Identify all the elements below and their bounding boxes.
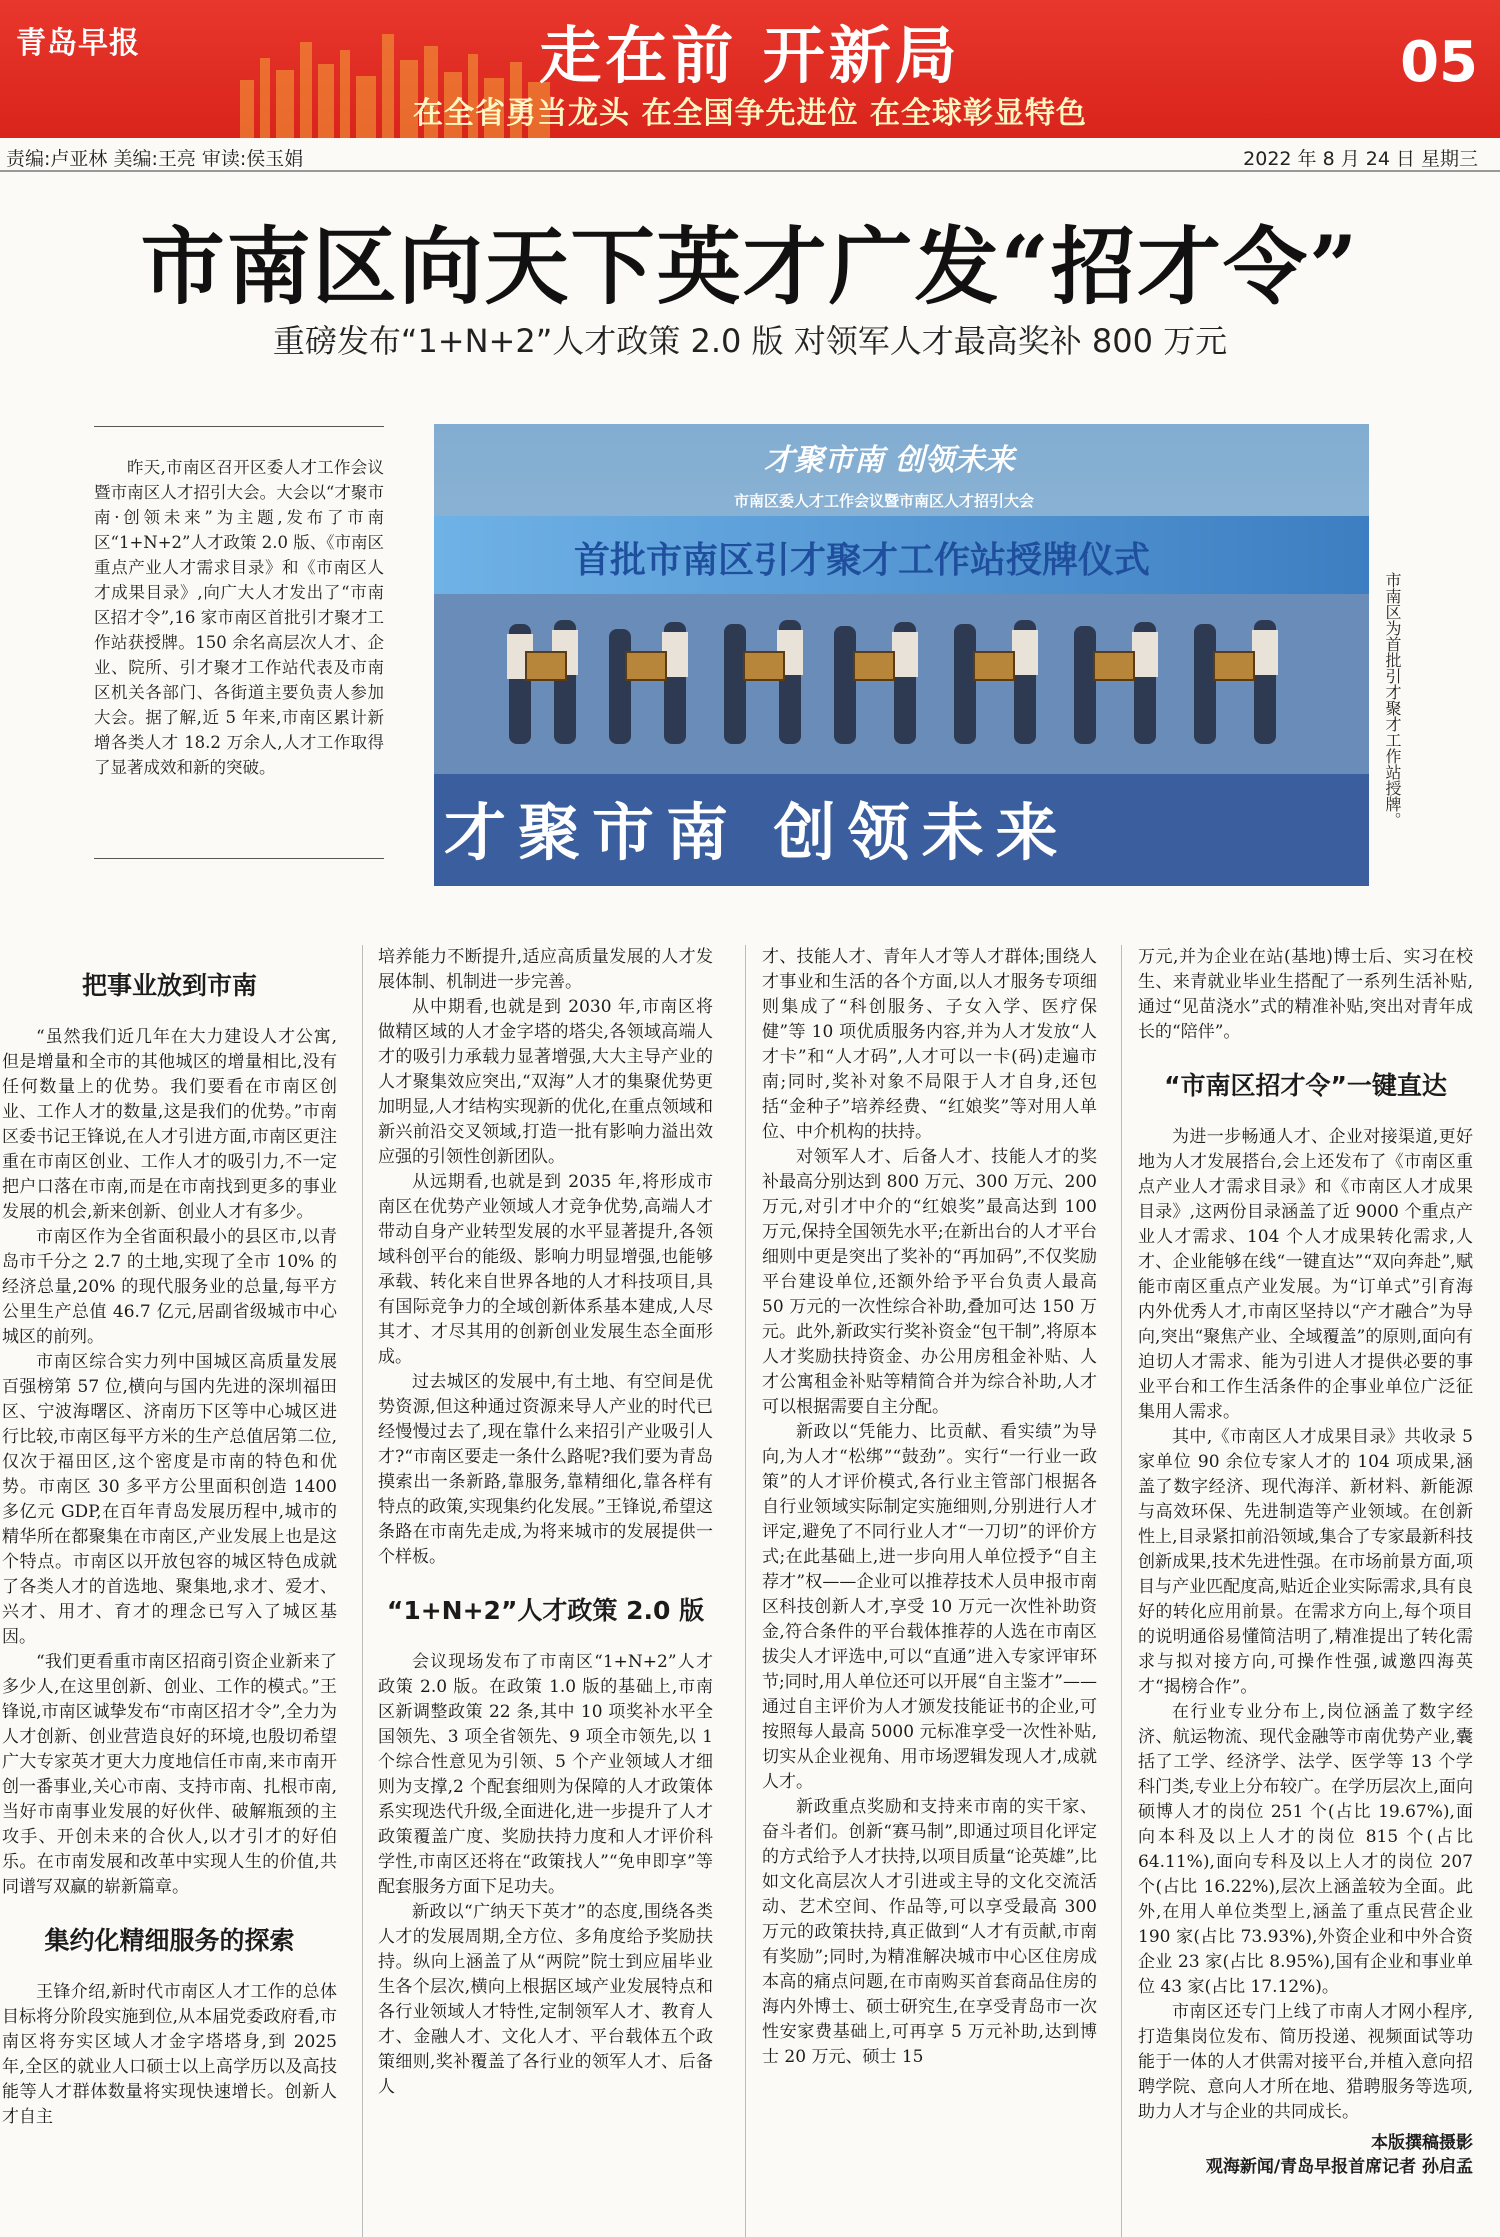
body-column-2 (378, 945, 713, 2100)
byline-line-1: 本版撰稿摄影 (1371, 2133, 1473, 2153)
photo-caption: 市南区为首批引才聚才工作站授牌。 (1383, 572, 1402, 828)
issue-date: 2022 年 8 月 24 日 星期三 (1243, 148, 1478, 170)
article-intro: 昨天,市南区召开区委人才工作会议暨市南区人才招引大会。大会以“才聚市南·创领未来”为主题,发布了市南区“1+N+2”人才政策 2.0 版、《市南区重点产业人才需求目录》和《市南区人才成果目录》,向广大人才发出了“市南区招才令”,16 家市南区首批引才聚才工作站获授牌。150 余名高层次人才、企业、院所、引才聚才工作站代表及市南区机关各部门、各街道主要负责人参加大会。据了解,近 5 年来,市南区累计新增各类人才 18.2 万余人,人才工作取得了显著成效和新的突破。 (94, 426, 384, 780)
paragraph: 万元,并为企业在站(基地)博士后、实习在校生、来青就业毕业生搭配了一系列生活补贴,通过“见苗浇水”式的精准补贴,突出对青年成长的“陪伴”。 (1138, 947, 1473, 1042)
section-heading: 把事业放到市南 (81, 971, 257, 1000)
column-divider (1121, 945, 1122, 2237)
body-column-3 (762, 945, 1097, 2070)
photo-stage-text: 才聚市南 创领未来 (444, 796, 1070, 869)
paragraph: 新政以“广纳天下英才”的态度,围绕各类人才的发展周期,全方位、多角度给予奖励扶持。纵向上涵盖了从“两院”院士到应届毕业生各个层次,横向上根据区域产业发展特点和各行业领域人才特性,定制领军人才、教育人才、金融人才、文化人才、平台载体五个政策细则,奖补覆盖了各行业的领军人才、后备人 (378, 1902, 713, 2097)
section-heading: 集约化精细服务的探索 (44, 1926, 295, 1955)
paragraph: “虽然我们近几年在大力建设人才公寓,但是增量和全市的其他城区的增量相比,没有任何数量上的优势。我们要看在市南区创业、工作人才的数量,这是我们的优势。”市南区委书记王锋说,在人才引进方面,市南区更注重在市南区创业、工作人才的吸引力,不一定把户口落在市南,而是在市南找到更多的事业发展的机会,新来创新、创业人才有多少。 (2, 1027, 337, 1222)
paragraph: 市南区还专门上线了市南人才网小程序,打造集岗位发布、简历投递、视频面试等功能于一体的人才供需对接平台,并植入意向招聘学院、意向人才所在地、猎聘服务等选项,助力人才与企业的共同成长。 (1138, 2002, 1473, 2122)
paragraph: 市南区作为全省面积最小的县区市,以青岛市千分之 2.7 的土地,实现了全市 10% 的经济总量,20% 的现代服务业的总量,每平方公里生产总值 46.7 亿元,居副省级城市中心城区的前列。 (2, 1227, 337, 1347)
newspaper-logo: 青岛早报 (16, 26, 140, 61)
page-number: 05 (1400, 30, 1478, 95)
editor-credits: 责编:卢亚林 美编:王亮 审读:侯玉娟 (6, 148, 304, 170)
event-photo (434, 424, 1369, 886)
byline-line-2: 观海新闻/青岛早报首席记者 孙启孟 (1205, 2157, 1473, 2177)
paragraph: 王锋介绍,新时代市南区人才工作的总体目标将分阶段实施到位,从本届党委政府看,市南区将夯实区域人才金字塔塔身,到 2025 年,全区的就业人口硕士以上高学历以及高技能等人才群体数量将实现快速增长。创新人才自主 (2, 1982, 337, 2127)
byline (1138, 2131, 1473, 2179)
paragraph: 过去城区的发展中,有土地、有空间是优势资源,但这种通过资源来导人产业的时代已经慢慢过去了,现在靠什么来招引产业吸引人才?“市南区要走一条什么路呢?我们要为青岛摸索出一条新路,靠服务,靠精细化,靠各样有特点的政策,实现集约化发展。”王锋说,希望这条路在市南先走成,为将来城市的发展提供一个样板。 (378, 1372, 713, 1567)
header-rule (0, 170, 1500, 172)
column-divider (362, 945, 363, 2237)
article-body (0, 945, 1500, 2237)
body-column-4 (1138, 945, 1473, 2179)
intro-divider (94, 858, 384, 859)
article-subtitle: 重磅发布“1+N+2”人才政策 2.0 版 对领军人才最高奖补 800 万元 (272, 322, 1228, 360)
section-heading: “市南区招才令”一键直达 (1164, 1071, 1447, 1100)
photo-banner-sub: 市南区委人才工作会议暨市南区人才招引大会 (734, 492, 1035, 510)
paragraph: 其中,《市南区人才成果目录》共收录 5 家单位 90 余位专家人才的 104 项成果,涵盖了数字经济、现代海洋、新材料、新能源与高效环保、先进制造等产业领域。在创新性上,目录紧扣前沿领域,集合了专家最新科技创新成果,技术先进性强。在市场前景方面,项目与产业匹配度高,贴近企业实际需求,具有良好的转化应用前景。在需求方向上,每个项目的说明通俗易懂简洁明了,精准提出了转化需求与拟对接方向,可操作性强,诚邀四海英才“揭榜合作”。 (1138, 1427, 1473, 1697)
column-divider (745, 945, 746, 2237)
masthead-headline: 走在前 开新局 (539, 19, 961, 92)
paragraph: 会议现场发布了市南区“1+N+2”人才政策 2.0 版。在政策 1.0 版的基础上,市南区新调整政策 22 条,其中 10 项奖补水平全国领先、3 项全省领先、9 项全市领先,以 1 个综合性意见为引领、5 个产业领域人才细则为支撑,2 个配套细则为保障的人才政策体系实现迭代升级,全面进化,进一步提升了人才政策覆盖广度、奖励扶持力度和人才评价科学性,市南区还将在“政策找人”“免申即享”等配套服务方面下足功夫。 (378, 1652, 713, 1897)
paragraph: 新政重点奖励和支持来市南的实干家、奋斗者们。创新“赛马制”,即通过项目化评定的方式给予人才扶持,以项目质量“论英雄”,比如文化高层次人才引进或主导的文化交流活动、艺术空间、作品等,可以享受最高 300 万元的政策扶持,真正做到“人才有贡献,市南有奖励”;同时,为精准解决城市中心区住房成本高的痛点问题,在市南购买首套商品住房的海内外博士、硕士研究生,在享受青岛市一次性安家费基础上,可再享 5 万元补助,达到博士 20 万元、硕士 15 (762, 1797, 1097, 2067)
masthead-subheadline: 在全省勇当龙头 在全国争先进位 在全球彰显特色 (413, 96, 1087, 131)
paragraph: 对领军人才、后备人才、技能人才的奖补最高分别达到 800 万元、300 万元、200 万元,对引才中介的“红娘奖”最高达到 100 万元,保持全国领先水平;在新出台的人才平台细则中更是突出了奖补的“再加码”,不仅奖励平台建设单位,还额外给予平台负责人最高 50 万元的一次性综合补助,叠加可达 150 万元。此外,新政实行奖补资金“包干制”,将原本人才奖励扶持资金、办公用房租金补贴、人才公寓租金补贴等精简合并为综合补助,人才可以根据需要自主分配。 (762, 1147, 1097, 1417)
photo-screen-text: 首批市南区引才聚才工作站授牌仪式 (574, 540, 1151, 581)
paragraph: 新政以“凭能力、比贡献、看实绩”为导向,为人才“松绑”“鼓劲”。实行“一行业一政策”的人才评价模式,各行业主管部门根据各自行业领域实际制定实施细则,分别进行人才评定,避免了不同行业人才“一刀切”的评价方式;在此基础上,进一步向用人单位授予“自主荐才”权——企业可以推荐技术人员申报市南区科技创新人才,享受 10 万元一次性补助资金,符合条件的平台载体推荐的人选在市南区拔尖人才评选中,可以“直通”进入专家评审环节;同时,用人单位还可以开展“自主鉴才”——通过自主评价为人才颁发技能证书的企业,可按照每人最高 5000 元标准享受一次性补贴,切实从企业视角、用市场逻辑发现人才,成就人才。 (762, 1422, 1097, 1792)
paragraph: 培养能力不断提升,适应高质量发展的人才发展体制、机制进一步完善。 (378, 947, 713, 992)
paragraph: 从中期看,也就是到 2030 年,市南区将做精区域的人才金字塔的塔尖,各领域高端人才的吸引力承载力显著增强,大大主导产业的人才聚集效应突出,“双海”人才的集聚优势更加明显,人才结构实现新的优化,在重点领域和新兴前沿交叉领域,打造一批有影响力溢出效应强的引领性创新团队。 (378, 997, 713, 1167)
body-column-1 (2, 945, 337, 2130)
paragraph: 在行业专业分布上,岗位涵盖了数字经济、航运物流、现代金融等市南优势产业,囊括了工学、经济学、法学、医学等 13 个学科门类,专业上分布较广。在学历层次上,面向硕博人才的岗位 251 个(占比 19.67%),面向本科及以上人才的岗位 815 个(占比 64.11%),面向专科及以上人才的岗位 207 个(占比 16.22%),层次上涵盖较为全面。此外,在用人单位类型上,涵盖了重点民营企业 190 家(占比 73.93%),外资企业和中外合资企业 23 家(占比 8.95%),国有企业和事业单位 43 家(占比 17.12%)。 (1138, 1702, 1473, 1997)
paragraph: 才、技能人才、青年人才等人才群体;围绕人才事业和生活的各个方面,以人才服务专项细则集成了“科创服务、子女入学、医疗保健”等 10 项优质服务内容,并为人才发放“人才卡”和“人才码”,人才可以一卡(码)走遍市南;同时,奖补对象不局限于人才自身,还包括“金种子”培养经费、“红娘奖”等对用人单位、中介机构的扶持。 (762, 947, 1097, 1142)
paragraph: 为进一步畅通人才、企业对接渠道,更好地为人才发展搭台,会上还发布了《市南区重点产业人才需求目录》和《市南区人才成果目录》,这两份目录涵盖了近 9000 个重点产业人才需求、104 个人才成果转化需求,人才、企业能够在线“一键直达”“双向奔赴”,赋能市南区重点产业发展。为“订单式”引育海内外优秀人才,市南区坚持以“产才融合”为导向,突出“聚焦产业、全域覆盖”的原则,面向有迫切人才需求、能为引进人才提供必要的事业平台和工作生活条件的企事业单位广泛征集用人需求。 (1138, 1127, 1473, 1422)
paragraph: 市南区综合实力列中国城区高质量发展百强榜第 57 位,横向与国内先进的深圳福田区、宁波海曙区、济南历下区等中心城区进行比较,市南区每平方米的生产总值居第二位,仅次于福田区,这个密度是市南的特色和优势。市南区 30 多平方公里面积创造 1400 多亿元 GDP,在百年青岛发展历程中,城市的精华所在都聚集在市南区,产业发展上也是这个特点。市南区以开放包容的城区特色成就了各类人才的首选地、聚集地,求才、爱才、兴才、用才、育才的理念已写入了城区基因。 (2, 1352, 337, 1647)
paragraph: “我们更看重市南区招商引资企业新来了多少人,在这里创新、创业、工作的模式。”王锋说,市南区诚挚发布“市南区招才令”,全力为人才创新、创业营造良好的环境,也殷切希望广大专家英才更大力度地信任市南,来市南开创一番事业,关心市南、支持市南、扎根市南,当好市南事业发展的好伙伴、破解瓶颈的主攻手、开创未来的合伙人,以才引才的好伯乐。在市南发展和改革中实现人生的价值,共同谱写双赢的崭新篇章。 (2, 1652, 337, 1897)
masthead-banner (0, 0, 1500, 138)
photo-banner-top: 才聚市南 创领未来 (764, 443, 1015, 478)
section-heading: “1+N+2”人才政策 2.0 版 (386, 1596, 705, 1625)
paragraph: 从远期看,也就是到 2035 年,将形成市南区在优势产业领域人才竞争优势,高端人才带动自身产业转型发展的水平显著提升,各领域科创平台的能级、影响力明显增强,也能够承载、转化来自世界各地的人才科技项目,具有国际竞争力的全域创新体系基本建成,人尽其才、才尽其用的创新创业发展生态全面形成。 (378, 1172, 713, 1367)
article-title: 市南区向天下英才广发“招才令” (140, 217, 1360, 316)
